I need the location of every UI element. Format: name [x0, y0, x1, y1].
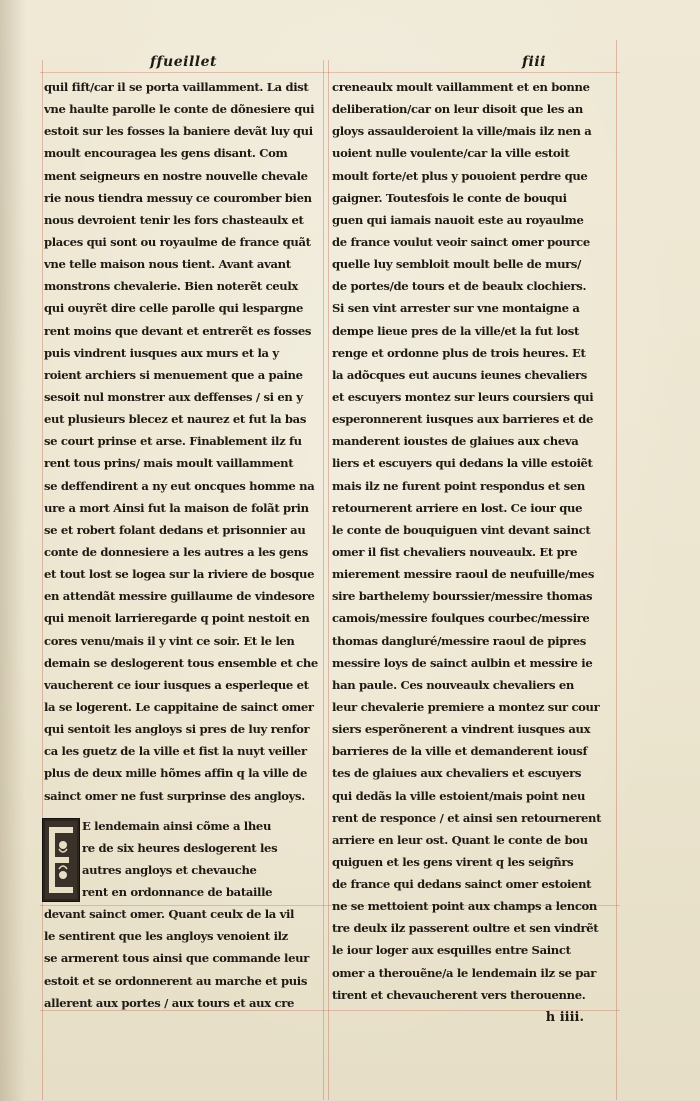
text-line: plus de deux mille hõmes affin q la ville de [44, 766, 308, 781]
text-line: tirent et chevaucherent vers therouenne. [332, 987, 586, 1002]
text-line: moult forte/et plus y pouoient perdre que [332, 168, 588, 183]
text-line: se deffendirent a ny eut oncques homme na [44, 478, 315, 493]
signature-mark: h iiii. [545, 1009, 584, 1025]
text-line: le sentirent que les angloys venoient ilz [44, 929, 288, 944]
running-header-left: ffueillet [150, 54, 217, 70]
text-line: guen qui iamais nauoit este au royaulme [332, 212, 584, 227]
text-line: deliberation/car on leur disoit que les an [332, 102, 583, 117]
text-line: thomas dangluré/messire raoul de pipres [332, 633, 586, 648]
folio-number: fiii [522, 54, 546, 70]
text-line: uoient nulle voulente/car la ville estoit [332, 146, 570, 161]
text-line: omer il fist chevaliers nouveaulx. Et pre [332, 544, 578, 559]
text-line: quiguen et les gens virent q les seigñrs [332, 854, 574, 869]
text-line: la adõcques eut aucuns ieunes chevaliers [332, 367, 587, 382]
text-line: E lendemain ainsi cõme a lheu [82, 818, 272, 833]
text-line: tes de glaiues aux chevaliers et escuyers [332, 766, 582, 781]
text-line: qui sentoit les angloys si pres de luy renfor [44, 722, 310, 737]
text-line: demain se deslogerent tous ensemble et che [44, 655, 318, 670]
text-line: gaigner. Toutesfois le conte de bouqui [332, 190, 567, 205]
text-line: sire barthelemy bourssier/messire thomas [332, 589, 593, 604]
text-line: manderent ioustes de glaiues aux cheva [332, 434, 579, 449]
text-line: nous devroient tenir les fors chasteaulx et [44, 212, 304, 227]
text-line: rent tous prins/ mais moult vaillamment [44, 456, 294, 471]
text-line: dempe lieue pres de la ville/et la fut lost [332, 323, 579, 338]
text-line: vne telle maison nous tient. Avant avant [44, 257, 291, 272]
text-line: autres angloys et chevauche [82, 862, 257, 877]
text-line: camois/messire foulques courbec/messire [332, 611, 590, 626]
text-line: ure a mort Ainsi fut la maison de folãt prin [44, 500, 309, 515]
text-line: de france voulut veoir sainct omer pource [332, 234, 590, 249]
text-line: arriere en leur ost. Quant le conte de bou [332, 832, 588, 847]
text-line: et escuyers montez sur leurs coursiers qui [332, 389, 594, 404]
text-line: se court prinse et arse. Finablement ilz fu [44, 434, 302, 449]
text-line: rent moins que devant et entrerẽt es fosses [44, 323, 312, 338]
text-column-left [44, 76, 320, 1014]
text-line: allerent aux portes / aux tours et aux cre [44, 995, 294, 1010]
text-line: rent en ordonnance de bataille [82, 885, 273, 900]
text-line: conte de donnesiere a les autres a les gens [44, 544, 308, 559]
paragraph-with-initial [44, 815, 320, 1014]
text-line: qui ouyrẽt dire celle parolle qui lespargne [44, 301, 303, 316]
text-line: vne haulte parolle le conte de dõnesiere qui [44, 102, 315, 117]
text-line: barrieres de la ville et demanderent iousf [332, 744, 588, 759]
text-line: gloys assaulderoient la ville/mais ilz nen a [332, 124, 592, 139]
text-line: sainct omer ne fust surprinse des angloys. [44, 788, 305, 803]
text-line: esperonnerent iusques aux barrieres et de [332, 412, 594, 427]
text-line: eut plusieurs blecez et naurez et fut la bas [44, 412, 307, 427]
text-line: se armerent tous ainsi que commande leur [44, 951, 309, 966]
text-line: en attendãt messire guillaume de vindesore [44, 589, 315, 604]
text-line: mierement messire raoul de neufuille/mes [332, 567, 595, 582]
text-line: estoit et se ordonnerent au marche et puis [44, 973, 308, 988]
text-line: re de six heures deslogerent les [82, 840, 278, 855]
text-line: omer a therouẽne/a le lendemain ilz se par [332, 965, 597, 980]
text-line: monstrons chevalerie. Bien noterẽt ceulx [44, 279, 298, 294]
text-line: messire loys de sainct aulbin et messire ie [332, 655, 593, 670]
text-line: ment seigneurs en nostre nouvelle chevale [44, 168, 308, 183]
ruling-line [328, 60, 329, 1100]
text-column-right [332, 76, 624, 1030]
text-line: de france qui dedans sainct omer estoient [332, 877, 592, 892]
text-line: se et robert folant dedans et prisonnier au [44, 522, 306, 537]
text-line: moult encourageа les gens disant. Com [44, 146, 288, 161]
text-line: mais ilz ne furent point respondus et sen [332, 478, 585, 493]
text-line: places qui sont ou royaulme de france quãt [44, 234, 311, 249]
text-line: roient archiers si menuement que a paine [44, 367, 303, 382]
text-line: retournerent arriere en lost. Ce iour que [332, 500, 583, 515]
text-line: puis vindrent iusques aux murs et la y [44, 345, 279, 360]
text-line: estoit sur les fosses la baniere devãt luy qui [44, 124, 313, 139]
text-line: la se logerent. Le cappitaine de sainct omer [44, 699, 314, 714]
text-line: rent de responce / et ainsi sen retournerent [332, 810, 602, 825]
text-line: qui dedãs la ville estoient/mais point neu [332, 788, 586, 803]
text-line: creneaulx moult vaillamment et en bonne [332, 80, 590, 94]
text-line: quil fift/car il se porta vaillamment. La dist [44, 80, 309, 94]
text-line: ne se mettoient point aux champs a lencon [332, 899, 597, 914]
ruling-line [42, 60, 43, 1100]
page-gutter-shadow [0, 0, 26, 1101]
text-line: et tout lost se logea sur la riviere de bosque [44, 567, 315, 582]
text-line: han paule. Ces nouveaulx chevaliers en [332, 677, 574, 692]
text-line: liers et escuyers qui dedans la ville estoiẽt [332, 456, 593, 471]
ruling-line [40, 72, 620, 73]
text-line: renge et ordonne plus de trois heures. Et [332, 345, 586, 360]
ruling-line [323, 60, 324, 1100]
text-line: leur chevalerie premiere a montez sur cour [332, 699, 600, 714]
text-line: vaucherent ce iour iusques a esperleque et [44, 677, 309, 692]
text-line: le iour loger aux esquilles entre Sainct [332, 943, 571, 958]
text-line: cores venu/mais il y vint ce soir. Et le len [44, 633, 295, 648]
decorated-initial-icon [42, 818, 80, 902]
text-line: ca les guetz de la ville et fist la nuyt veiller [44, 744, 307, 759]
text-line: siers esperõnerent a vindrent iusques aux [332, 722, 591, 737]
text-line: qui menoit larrieregarde q point nestoit en [44, 611, 310, 626]
text-line: le conte de bouquiguen vint devant sainct [332, 522, 591, 537]
text-line: rie nous tiendra messuy ce couromber bien [44, 190, 312, 205]
text-line: sesoit nul monstrer aux deffenses / si en y [44, 389, 303, 404]
text-line: quelle luy sembloit moult belle de murs/ [332, 257, 581, 272]
text-line: tre deulx ilz passerent oultre et sen vindrẽt [332, 921, 599, 936]
text-line: de portes/de tours et de beaulx clochiers. [332, 279, 587, 294]
text-line: devant sainct omer. Quant ceulx de la vil [44, 907, 295, 922]
text-line: Si sen vint arrester sur vne montaigne a [332, 301, 580, 316]
